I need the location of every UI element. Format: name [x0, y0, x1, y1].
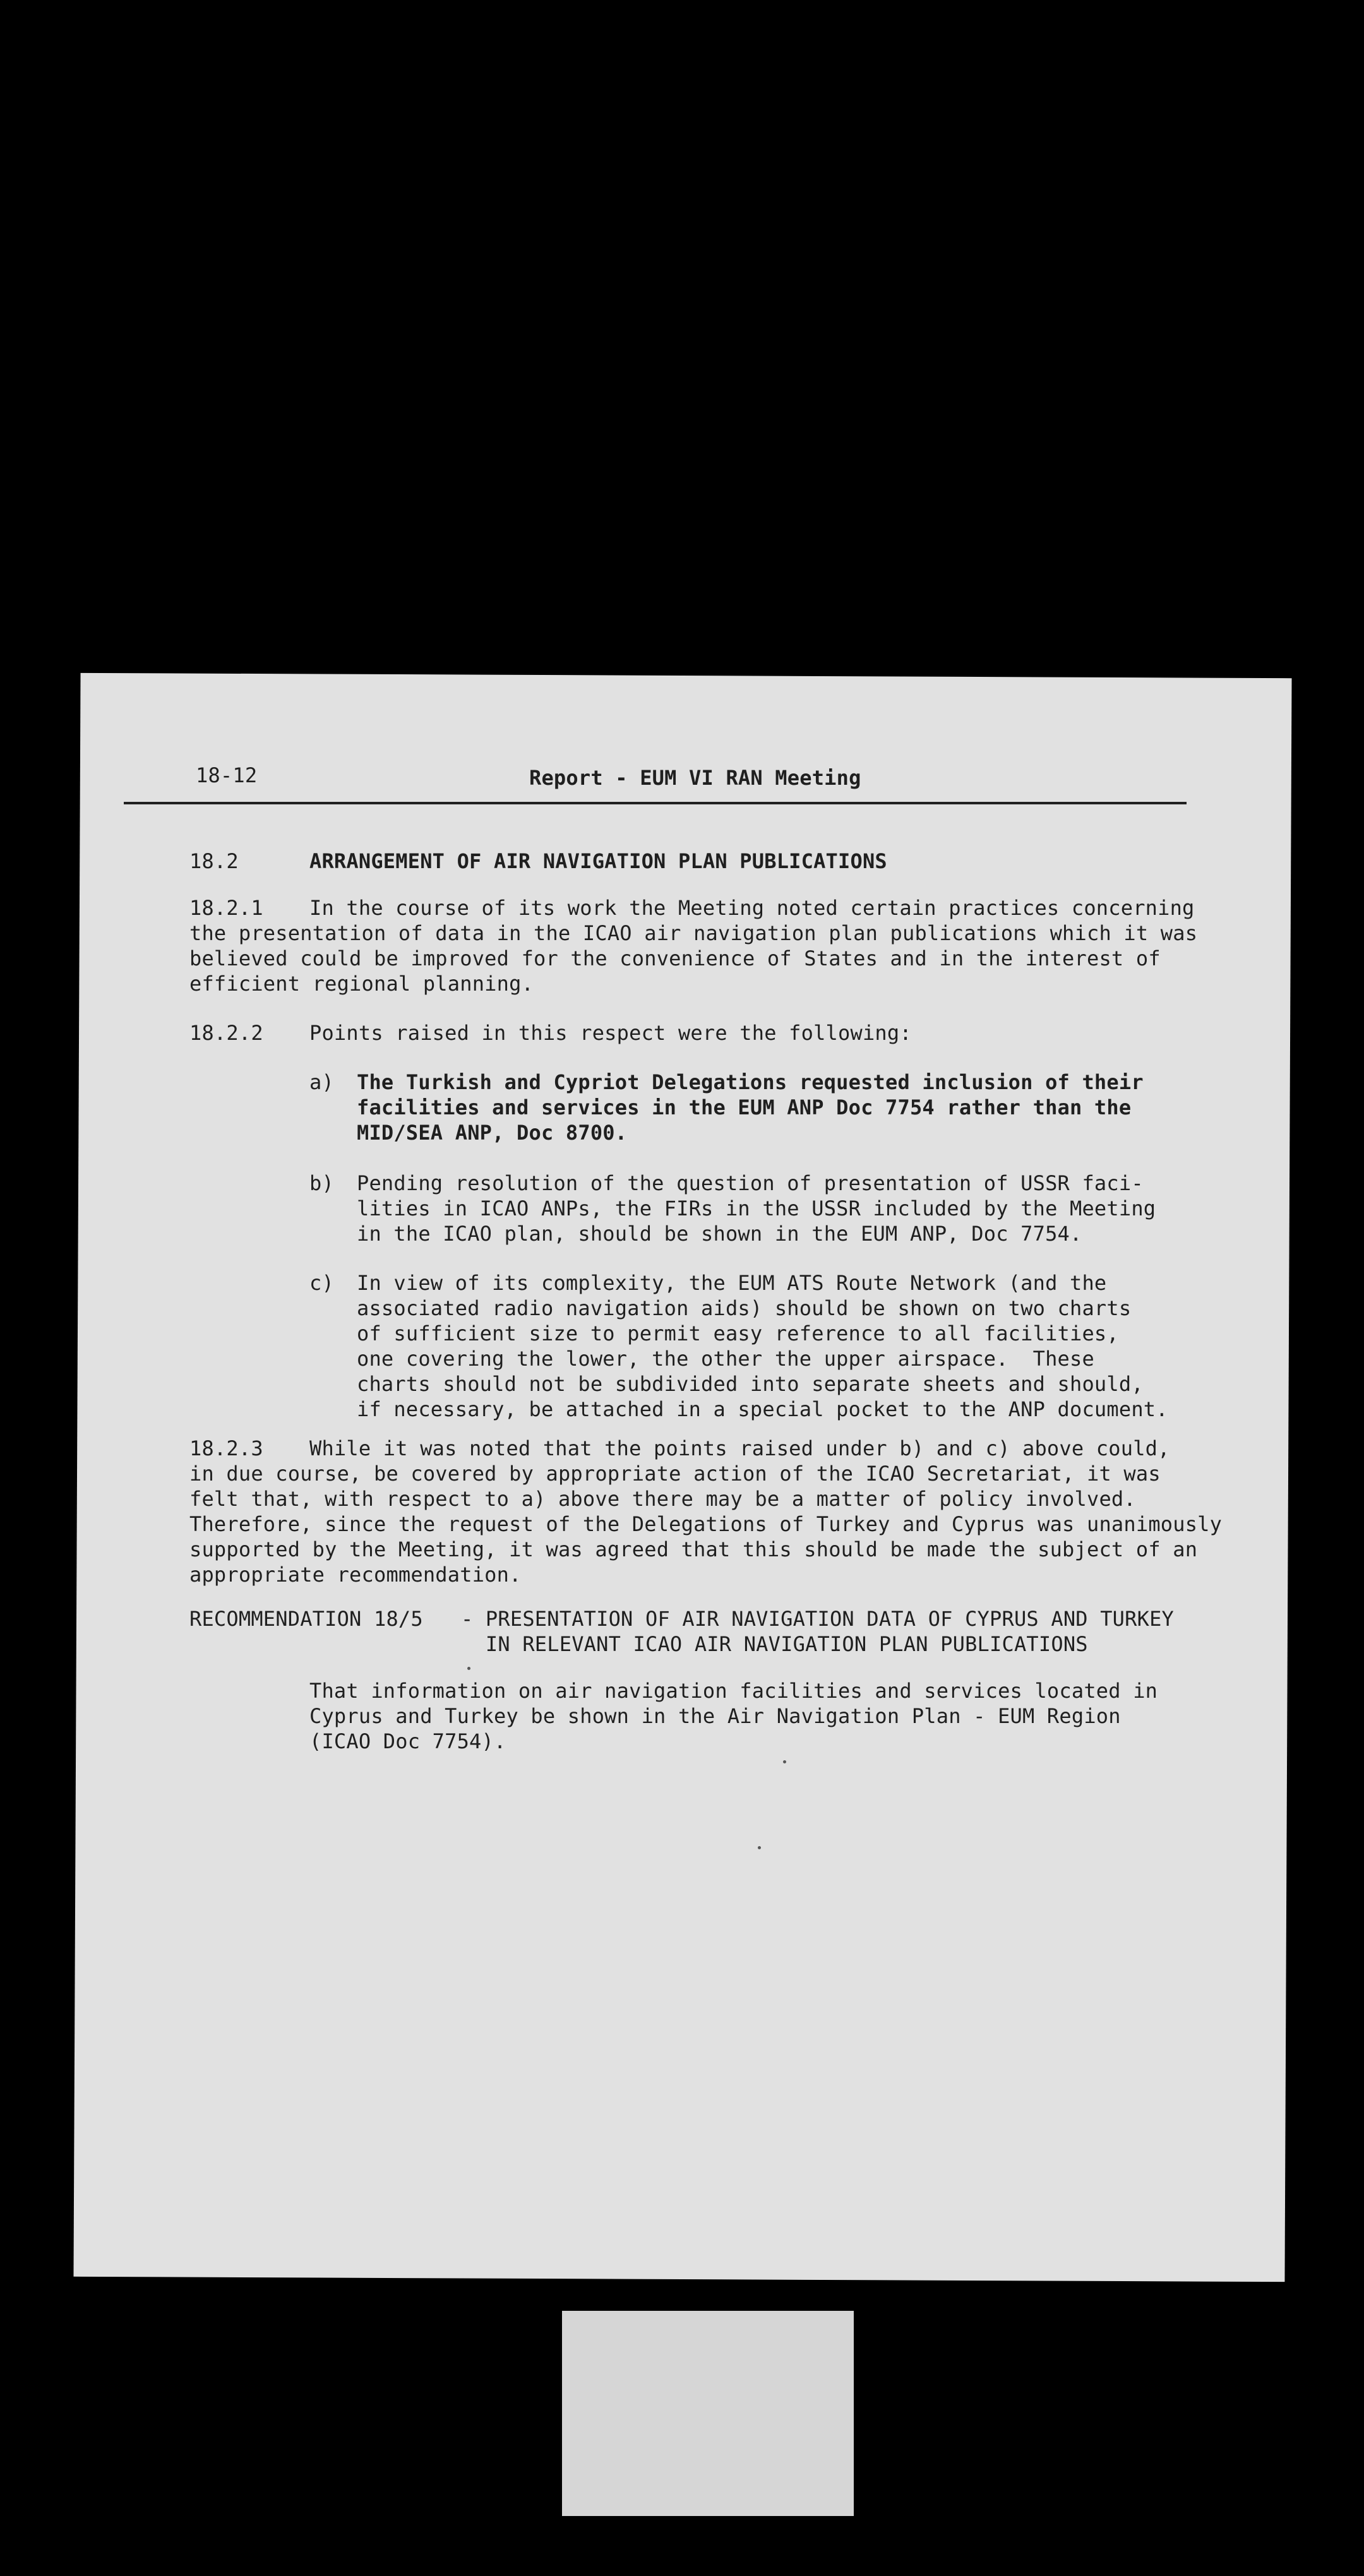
header-rule: [124, 802, 1187, 804]
para-18-2-3-line: While it was noted that the points raised under b) and c) above could,: [309, 1436, 1170, 1460]
item-b-line: Pending resolution of the question of presentation of USSR faci-: [357, 1171, 1144, 1195]
para-18-2-1-line: In the course of its work the Meeting noted certain practices concerning: [309, 896, 1195, 920]
item-c-line: In view of its complexity, the EUM ATS Route Network (and the: [357, 1271, 1107, 1295]
para-18-2-1-line: believed could be improved for the convenience of States and in the interest of: [189, 946, 1161, 970]
para-18-2-3-line: appropriate recommendation.: [189, 1563, 522, 1587]
para-18-2-1-number: 18.2.1: [189, 896, 263, 920]
speck-mark: [467, 1667, 470, 1670]
section-title: ARRANGEMENT OF AIR NAVIGATION PLAN PUBLICATIONS: [309, 849, 887, 873]
item-c-line: if necessary, be attached in a special pocket to the ANP document.: [357, 1397, 1168, 1421]
speck-mark: [758, 1846, 761, 1849]
recommendation-body-line: That information on air navigation facilities and services located in: [309, 1679, 1158, 1703]
recommendation-title-line: - PRESENTATION OF AIR NAVIGATION DATA OF CYPRUS AND TURKEY: [461, 1607, 1175, 1631]
item-b-line: lities in ICAO ANPs, the FIRs in the USSR included by the Meeting: [357, 1196, 1156, 1220]
para-18-2-3-number: 18.2.3: [189, 1436, 263, 1460]
para-18-2-3-line: in due course, be covered by appropriate action of the ICAO Secretariat, it was: [189, 1462, 1161, 1486]
item-a-line: facilities and services in the EUM ANP Doc 7754 rather than the: [357, 1095, 1132, 1119]
item-a-line: The Turkish and Cypriot Delegations requested inclusion of their: [357, 1070, 1144, 1094]
item-a-line: MID/SEA ANP, Doc 8700.: [357, 1121, 628, 1145]
page-number: 18-12: [196, 763, 258, 787]
item-c-line: charts should not be subdivided into separate sheets and should,: [357, 1372, 1144, 1396]
recommendation-body-line: Cyprus and Turkey be shown in the Air Navigation Plan - EUM Region: [309, 1704, 1121, 1728]
item-label: b): [309, 1171, 334, 1195]
item-b-line: in the ICAO plan, should be shown in the EUM ANP, Doc 7754.: [357, 1222, 1082, 1246]
para-18-2-2-number: 18.2.2: [189, 1021, 263, 1045]
para-18-2-1-line: efficient regional planning.: [189, 972, 534, 996]
item-c-line: associated radio navigation aids) should be shown on two charts: [357, 1296, 1132, 1320]
item-label: a): [309, 1070, 334, 1094]
speck-mark: [783, 1760, 786, 1763]
para-18-2-2-intro: Points raised in this respect were the following:: [309, 1021, 912, 1045]
section-number: 18.2: [189, 849, 239, 873]
recommendation-title-line: IN RELEVANT ICAO AIR NAVIGATION PLAN PUBLICATIONS: [461, 1632, 1088, 1656]
para-18-2-3-line: felt that, with respect to a) above there may be a matter of policy involved.: [189, 1487, 1136, 1511]
para-18-2-3-line: Therefore, since the request of the Delegations of Turkey and Cyprus was unanimously: [189, 1512, 1223, 1536]
recommendation-label: RECOMMENDATION 18/5: [189, 1607, 423, 1631]
item-c-line: one covering the lower, the other the upper airspace. These: [357, 1347, 1094, 1371]
item-c-line: of sufficient size to permit easy reference to all facilities,: [357, 1321, 1119, 1345]
item-label: c): [309, 1271, 334, 1295]
recommendation-body-line: (ICAO Doc 7754).: [309, 1729, 506, 1753]
blank-card: [562, 2311, 854, 2516]
para-18-2-1-line: the presentation of data in the ICAO air navigation plan publications which it was: [189, 921, 1198, 945]
running-title: Report - EUM VI RAN Meeting: [529, 766, 861, 790]
para-18-2-3-line: supported by the Meeting, it was agreed that this should be made the subject of an: [189, 1537, 1198, 1561]
